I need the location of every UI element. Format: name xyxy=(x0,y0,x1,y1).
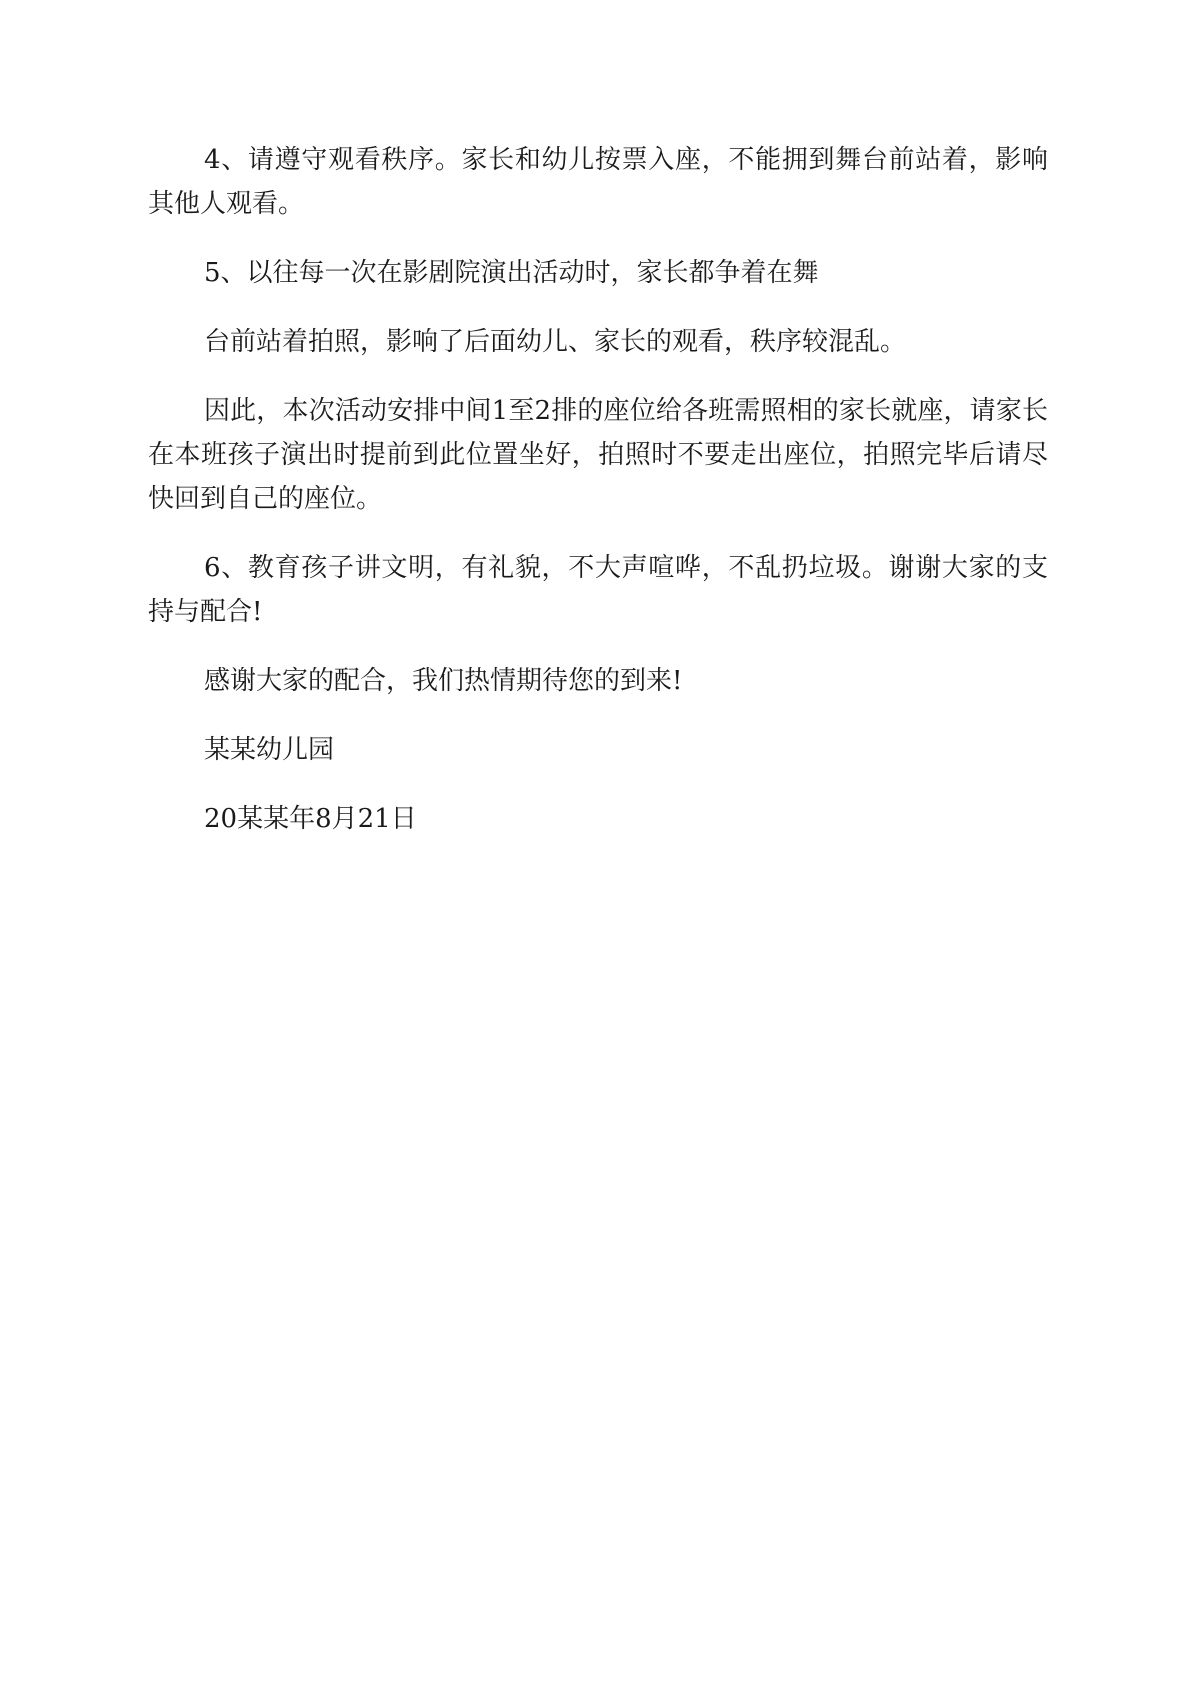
paragraph-item-4: 4、请遵守观看秩序。家长和幼儿按票入座，不能拥到舞台前站着，影响其他人观看。 xyxy=(148,145,1048,219)
paragraph-item-6: 6、教育孩子讲文明，有礼貌，不大声喧哗，不乱扔垃圾。谢谢大家的支持与配合! xyxy=(148,553,1048,627)
paragraph-item-5-part1: 5、以往每一次在影剧院演出活动时，家长都争着在舞 xyxy=(204,258,819,288)
paragraph-item-5-part2: 台前站着拍照，影响了后面幼儿、家长的观看，秩序较混乱。 xyxy=(204,327,907,357)
paragraph-thanks: 感谢大家的配合，我们热情期待您的到来! xyxy=(204,666,683,696)
document-body xyxy=(148,138,1048,866)
signature-organization: 某某幼儿园 xyxy=(204,735,335,765)
paragraph-photo-seating: 因此，本次活动安排中间1至2排的座位给各班需照相的家长就座，请家长在本班孩子演出时提前到此位置坐好，拍照时不要走出座位，拍照完毕后请尽快回到自己的座位。 xyxy=(148,396,1048,514)
signature-date: 20某某年8月21日 xyxy=(204,804,417,834)
